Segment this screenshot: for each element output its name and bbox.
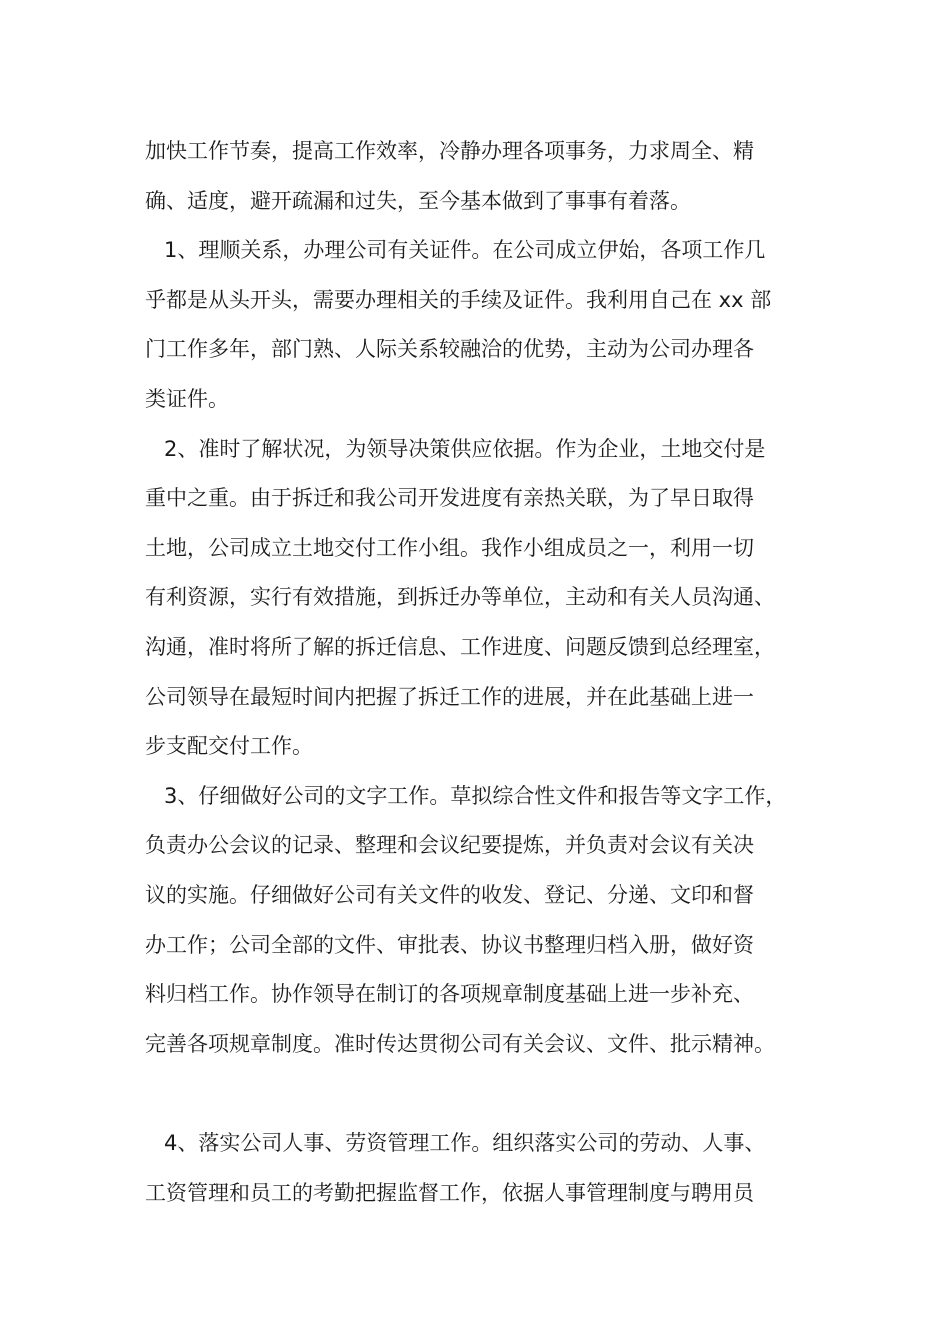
paragraph-gap [145,1069,810,1119]
text-line: 沟通，准时将所了解的拆迁信息、工作进度、问题反馈到总经理室， [145,634,775,659]
text-line: 完善各项规章制度。准时传达贯彻公司有关会议、文件、批示精神。 [145,1031,775,1056]
paragraph-3-line: 3、仔细做好公司的文字工作。草拟综合性文件和报告等文字工作， [164,783,787,808]
text-line: 料归档工作。协作领导在制订的各项规章制度基础上进一步补充、 [145,982,754,1007]
text-line: 重中之重。由于拆迁和我公司开发进度有亲热关联，为了早日取得 [145,486,754,511]
paragraph-2-line: 2、准时了解状况，为领导决策供应依据。作为企业，土地交付是 [164,436,766,461]
paragraph-1-line: 1、理顺关系，办理公司有关证件。在公司成立伊始，各项工作几 [164,238,766,263]
text-line: 工资管理和员工的考勤把握监督工作，依据人事管理制度与聘用员 [145,1180,754,1205]
text-line: 步支配交付工作。 [145,734,313,759]
text-line: 负责办公会议的记录、整理和会议纪要提炼，并负责对会议有关决 [145,833,754,858]
document-page [145,127,810,1218]
text-line: 有利资源，实行有效措施，到拆迁办等单位，主动和有关人员沟通、 [145,585,775,610]
text-line: 土地，公司成立土地交付工作小组。我作小组成员之一，利用一切 [145,535,754,560]
text-line: 确、适度，避开疏漏和过失，至今基本做到了事事有着落。 [145,188,691,213]
text-line: 乎都是从头开头，需要办理相关的手续及证件。我利用自己在 xx 部 [145,287,772,312]
text-line: 加快工作节奏，提高工作效率，冷静办理各项事务，力求周全、精 [145,139,754,163]
text-line: 公司领导在最短时间内把握了拆迁工作的进展，并在此基础上进一 [145,684,754,709]
text-line: 门工作多年，部门熟、人际关系较融洽的优势，主动为公司办理各 [145,337,754,362]
paragraph-4-line: 4、落实公司人事、劳资管理工作。组织落实公司的劳动、人事、 [164,1131,766,1156]
text-line: 议的实施。仔细做好公司有关文件的收发、登记、分递、文印和督 [145,882,754,907]
text-line: 类证件。 [145,386,229,411]
text-line: 办工作；公司全部的文件、审批表、协议书整理归档入册，做好资 [145,932,754,957]
